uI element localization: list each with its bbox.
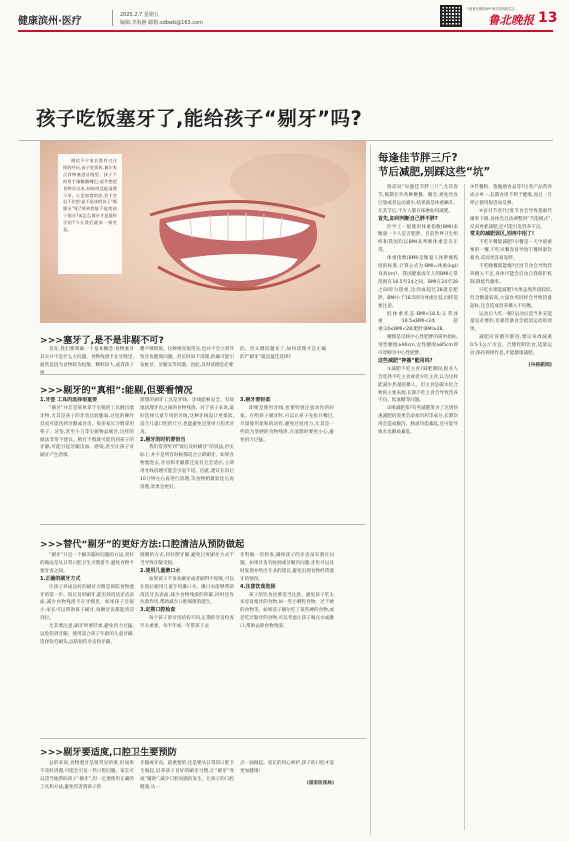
section2-p4: 即便是使用牙线,也要特别注意动作的轻柔。在给孩子剔牙时,可以让孩子先张开嘴巴,尽量使用柔和的动作,避免过度用力,尤其是一些较为坚硬的食物残渣,在清理时要更小心,避免用力过猛。 (240, 405, 334, 443)
sidebar-p11: 不吃晚餐就能瘦?过度节食会导致营养摄入不足,身体可能会启动自我保护机制,降低代谢率。 (470, 264, 552, 285)
section2-p2: 理想的剔牙工具是牙线。牙线能够安全、有效地清理牙齿之间的食物残渣。对于孩子来说,最好选择儿童专用的牙线,这种牙线设计更柔软,适合儿童口腔的尺寸,也能避免过度用力伤害牙齿。 (140, 398, 234, 435)
page-number: 13 (538, 10, 558, 26)
section3-col1 (40, 552, 134, 735)
sidebar-col2 (470, 184, 552, 824)
sidebar-p8: ③代餐粉、饱腹感食品等?这类产品营养成分单一,长期食用不利于健康,而且一旦停止使用很容易反弹。 (470, 185, 552, 206)
section3-rule (40, 738, 366, 739)
sidebar-source: (央视新闻) (528, 362, 552, 368)
sidebar-p4: 低体重状态:BMI<18.5;正常体重:18.5≤BMI<24;超重:24≤BMI<28;肥胖:BMI≥28。 (378, 311, 458, 333)
section2-title: >>>剔牙的“真相”:能剔,但要看情况 (40, 385, 193, 396)
section2-col2 (140, 397, 234, 520)
section3-p6: 每个孩子的牙齿结构不同,定期的牙齿检查至关重要。每半年或一年带孩子去 (140, 616, 234, 630)
sidebar-sub1: 首先,如何判断自己胖不胖? (378, 215, 438, 222)
section4-col2: 牙龈或牙齿。最重要的,还是要从日常的口腔卫生做起,培养孩子良好的刷牙习惯,让“剔牙”变成“辅助”,减少口腔问题的发生。让孩子的口腔健康,从一 (140, 761, 234, 790)
section3-p8: 孩子的饮食也要适当注意。避免孩子吃太多容易塞牙的食物,如一些小颗粒食物、过于硬的食物等。如果孩子偶尔吃了某些硬的食物,或者吃过黏牙的食物,可以考虑让孩子喝点水或漱口,帮助去除食物残渣。 (240, 592, 334, 630)
sidebar-col1 (378, 184, 458, 824)
main-right-divider (370, 145, 371, 835)
section3-col2 (140, 552, 234, 735)
sidebar-p9: ④盲目节食?过度节食会导致基础代谢率下降,身体会自动调整到“节能模式”,反而更难减肥,还可能引发营养不良。 (470, 208, 552, 230)
section4-source: (国家医保局) (306, 780, 334, 786)
section2-sub1: 1.牙签 工具的选择很重要 (40, 397, 98, 403)
section1-col1: 首先,我们要明确一个基本概念:食物塞牙其实并不是什么大问题。食物残渣卡在牙缝里,通常是因为食物较为松散、颗粒较大,或者孩子咀 (40, 347, 134, 376)
section2-p3: 我们常常听到“饭后及时刷牙”的说法,但实际上,并不是所有时候都适合立即刷牙。如果食物塞进去,牙齿和牙龈都还没有完全适应,立即用牙线清理可能会引起不适。因此,建议在饭后10分钟左右再进行清理,等食物稍微软化后再清理,效果会更好。 (140, 445, 234, 490)
section1-col2: 嚼不够彻底。这种情况很常见,也并不会立刻导致牙齿健康问题。但长时间不清理,的确可能引发蛀牙、牙龈炎等问题。因此,及时清理是必要 (140, 347, 234, 368)
section2-rule (40, 524, 366, 525)
sidebar-p13: 运动后大吃一顿?运动后适当补充能量是必要的,但暴饮暴食会抵消运动的效果。 (470, 311, 552, 333)
section3-p5: 如果孩子不喜欢刷牙或者刷得不彻底,可以在饭后使用儿童专用漱口水。漱口水能够帮助清洁牙齿表面,减少食物残渣的积累,同时还有抗菌作用,帮助减少口腔细菌的滋生。 (140, 576, 234, 606)
main-title: 孩子吃饭塞牙了,能给孩子“剔牙”吗? (36, 107, 363, 130)
sidebar-p1: 俗话说“每逢佳节胖三斤”,尤其春节,假期在外各种聚餐、聚会,难免饮食过量或者运动减少,结果就是体重飙升。尤其节后,不少人都在琢磨如何减肥。 (378, 185, 458, 214)
section1-col3: 的。但关键问题来了,如何清理才是正确的?“剔牙”就是最佳选择? (240, 347, 326, 360)
section3-sub3: 3.定期口腔检查 (140, 607, 176, 614)
sidebar-divider (464, 184, 465, 830)
newspaper-logo: 鲁北晚报 (488, 13, 534, 27)
section2-col1 (40, 397, 134, 520)
section4-title: >>>剔牙要适度,口腔卫生要预防 (40, 747, 177, 758)
sidebar-p7: ②喝减肥茶?有些减肥茶为了达到快速减肥的效果会添加泻药等成分,长期饮用会造成腹泻、肠道功能紊乱,还可能导致水电解质紊乱。 (378, 406, 458, 436)
section3-title: >>>替代“剔牙”的更好方法:口腔清洁从预防做起 (40, 539, 245, 550)
section3-p2: 让孩子养成良好的刷牙习惯是预防食物塞牙的第一步。饭后及时刷牙,能有效清洁牙齿表面,减少食物残渣卡在牙缝里。如果孩子还很小,家长可以帮助孩子刷牙,每颗牙齿都能清洁到位。 (40, 584, 134, 622)
header-slogan: 下载鲁北晚报APP 畅享滨州新生活 (466, 7, 515, 11)
section3-col3 (240, 552, 334, 735)
sidebar-p6: ①减肥不吃主食?减肥期间,很多人会选择不吃主食或者少吃主食,认为这样能减少热量的摄入。但主食是碳水化合物的主要来源,长期不吃主食会导致营养不良、低血糖等问题。 (378, 366, 458, 404)
intro-text: 相信不少家长都有过这样的经历,孩子吃饭时,偶尔有点食物塞进牙缝里。孩子不时用手指戳戳嘴巴,似乎想把食物弄出来,却始终没能清理干净。心急如焚的你,会不会忍不住想:是不是该给孩子“剔剔牙”呢?那到底能不能给孩子剔牙?该怎么剔牙才是最科学的?今天我们就来一探究竟。 (63, 158, 117, 233)
sidebar-sub2: 这些减肥“神器”能用吗? (378, 357, 433, 364)
section3-p4: 圆圈的方式,轻轻摆牙龈,避免过度刷牙方式不当导致牙龈受损。 (140, 553, 234, 566)
sidebar-p12: 只吃水果能减肥?水果虽然热量较低,但含糖量较高,大量食用同样会导致热量超标,还会造成营养摄入不均衡。 (470, 287, 552, 309)
qr-code-icon (440, 5, 462, 27)
sidebar-title-1: 每逢佳节胖三斤? (378, 152, 458, 164)
sidebar-p2: 医学上一般使用体重指数(BMI)来衡量一个人是否肥胖。目前世界卫生组织和我国均以BMI来判断体重是否正常。 (378, 224, 458, 254)
section3-sub1: 1.正确的刷牙方式 (40, 575, 81, 582)
section2-sub2: 2.剔牙的时机要恰当 (140, 436, 186, 443)
section2-p1: “剔牙”并非是简单拿个尖锐的工具戳出塞牙物,尤其是孩子的牙齿比较脆弱,过度的操作反而可能伤到牙龈或牙齿。很多家长习惯拿用筷子、牙签,甚至小刀等尖锐物品剔牙,这样的做法非常不建议。稍有不慎就可能伤到孩子的牙龈,可能引起牙龈出血、感染,甚至让孩子对刷牙产生恐惧。 (40, 405, 134, 459)
editor-line: 编辑:李海静 邮箱:sdbwb@163.com (120, 20, 203, 26)
section2-sub3: 3.剔牙要轻柔 (240, 397, 271, 403)
section3-sub2: 2.使用儿童漱口水 (140, 567, 181, 574)
page-header (0, 0, 569, 32)
sidebar-p14: 减肥应该循序渐进,建议每周减重0.5-1公斤为宜。合理控制饮食,适量运动,保持规律作息,才能健康减肥。 (470, 335, 552, 357)
header-divider (112, 10, 113, 26)
section4-col3: 点一滴做起。家长的用心呵护,孩子的口腔才能更加健康! (国家医保局) (240, 761, 334, 786)
section3-p1: “剔牙”只是一个解决临时问题的方法,更好的做法是从日常口腔卫生习惯着手,避免食物卡塞牙齿之间。 (40, 553, 134, 574)
section1-title: >>>塞牙了,是不是非剔不可? (40, 335, 164, 346)
section3-p7: 牙科做一次检查,确保孩子的牙齿没有潜在问题。如果牙齿有蛀洞或牙龈有问题,牙医可以及时发现并给出专业的建议,避免出现食物经常塞牙的情况。 (240, 553, 334, 582)
header-red-rule (18, 30, 553, 32)
sidebar-p5: 腰围是反映中心性肥胖的简单指标,男性腰围≥90cm,女性腰围≥85cm即可诊断为中心性肥胖。 (378, 335, 458, 357)
section3-p3: 尤其要注意,刷牙时要轻柔,避免用力过猛,以免伤到牙龈。使用适合孩子年龄的儿童牙刷,选择软毛刷头,以防损伤牙齿和牙龈。 (40, 624, 134, 645)
section1-rule (40, 374, 366, 375)
issue-date: 2025.2.7 星期五 (120, 12, 159, 18)
section4-col1: 总的来说,食物塞牙是很常见的事,但如果不及时清理,可能会引发一些口腔问题。家长可以适当地帮助孩子“剔牙”,但一定要使用正确的工具和方法,避免伤害到孩子的 (40, 761, 134, 790)
sidebar-sub3: 常见的减肥误区,别再中招了! (470, 231, 535, 238)
sidebar-title-2: 节后减肥,别踩这些“坑” (378, 166, 491, 178)
sidebar-p3: 体重指数(BMI)是衡量人体胖瘦程度的标准,计算公式为:BMI=体重(kg)/身高(m)²。我国健康成年人的BMI正常范围在18.5至24之间。BMI在24至28之间即为超重,达到或超过28就是肥胖。BMI小于18.5则为体重过低,同样需要注意。 (378, 256, 458, 309)
section2-col3 (240, 397, 334, 520)
section-name: 健康滨州·医疗 (18, 16, 82, 27)
sidebar-p10: 不吃早餐能减肥?早餐是一天中最重要的一餐,不吃早餐容易导致午餐时暴饮暴食,反而更容易发胖。 (470, 240, 552, 262)
section3-sub4: 4.注意饮食选择 (240, 583, 276, 590)
intro-box (58, 154, 122, 274)
